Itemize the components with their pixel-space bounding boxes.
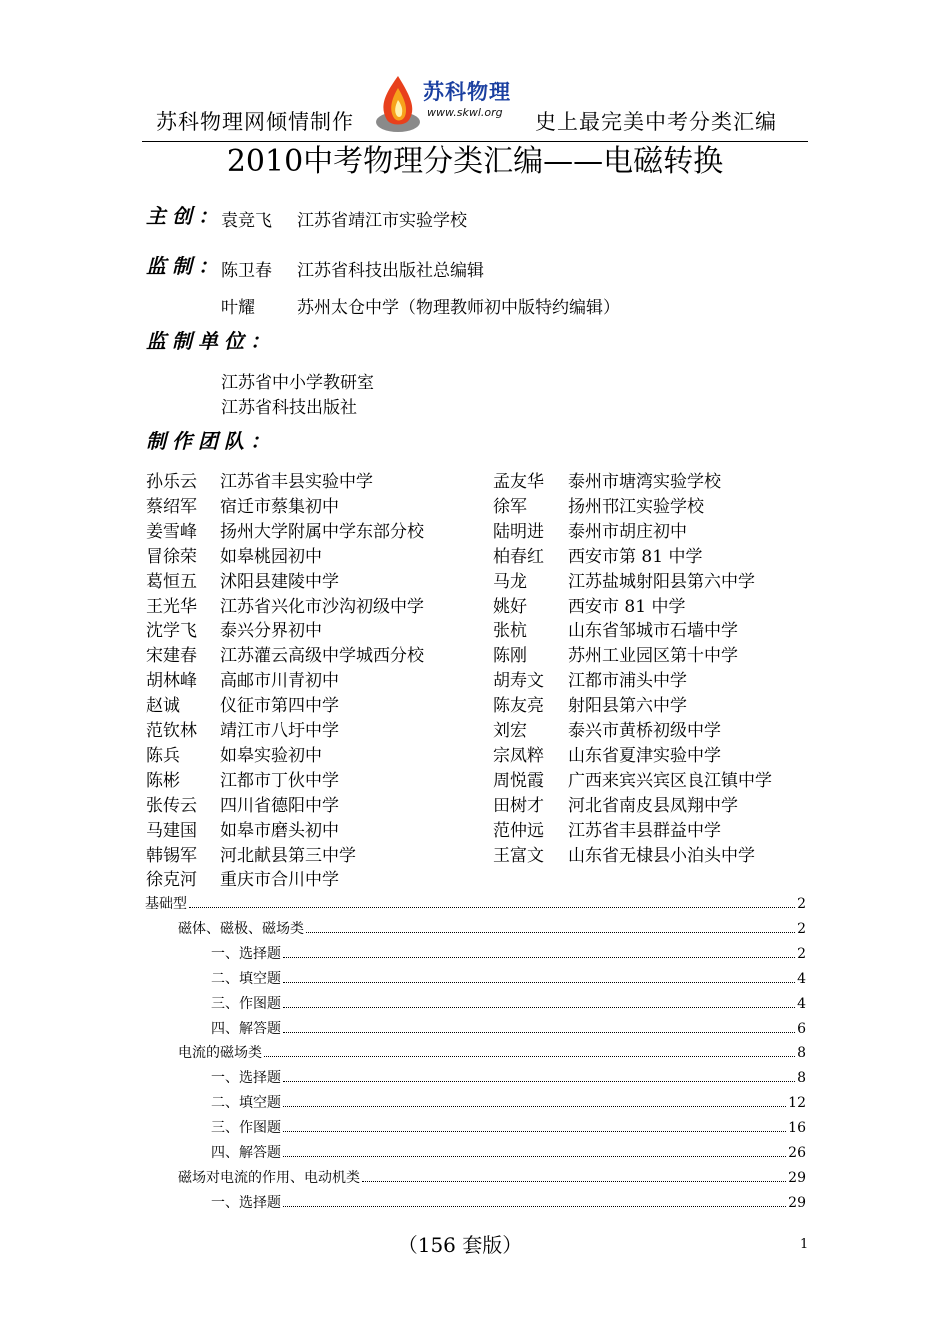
- team-member-school: 扬州大学附属中学东部分校: [220, 521, 424, 542]
- team-member-school: 如皋市磨头初中: [220, 820, 339, 841]
- team-member-school: 沭阳县建陵中学: [220, 571, 339, 592]
- team-member-name: 张杭: [493, 621, 527, 642]
- jianzhi-unit: 江苏省科技出版社: [221, 398, 357, 418]
- team-member-school: 泰兴分界初中: [220, 621, 322, 642]
- toc-entry[interactable]: [211, 1018, 806, 1038]
- jianzhi-units-label: 监制单位：: [146, 329, 276, 353]
- zhuchuang-name: 袁竞飞: [221, 211, 272, 231]
- toc-leader-dots: [283, 1119, 786, 1132]
- toc-leader-dots: [362, 1169, 786, 1182]
- team-member-name: 徐军: [493, 496, 527, 517]
- team-member-name: 张传云: [146, 795, 197, 816]
- team-member-school: 山东省夏津实验中学: [568, 745, 721, 766]
- team-member-name: 柏春红: [493, 546, 544, 567]
- jianzhi-person-org: 江苏省科技出版社总编辑: [297, 261, 484, 281]
- toc-entry-label: 一、选择题: [211, 945, 281, 962]
- toc-entry[interactable]: [211, 1117, 806, 1137]
- team-member-name: 周悦霞: [493, 770, 544, 791]
- toc-entry[interactable]: [178, 918, 806, 938]
- team-member-school: 河北献县第三中学: [220, 845, 356, 866]
- team-member-school: 靖江市八圩中学: [220, 721, 339, 741]
- team-member-name: 陆明进: [493, 521, 544, 542]
- toc-entry-page: 4: [797, 995, 806, 1012]
- team-member-school: 江苏灌云高级中学城西分校: [220, 646, 424, 667]
- team-member-name: 田树才: [493, 795, 544, 816]
- logo-title: 苏科物理: [423, 80, 511, 104]
- jianzhi-person-name: 叶耀: [221, 298, 255, 318]
- toc-entry-label: 一、选择题: [211, 1070, 281, 1087]
- toc-entry-label: 四、解答题: [211, 1145, 281, 1161]
- team-member-school: 泰兴市黄桥初级中学: [568, 721, 721, 741]
- team-member-name: 姚好: [493, 596, 527, 617]
- toc-entry-page: 2: [797, 920, 806, 937]
- team-member-name: 范仲远: [493, 820, 544, 841]
- team-member-name: 王富文: [493, 845, 544, 866]
- toc-entry-label: 磁场对电流的作用、电动机类: [178, 1169, 360, 1186]
- team-member-name: 马建国: [146, 820, 197, 841]
- toc-leader-dots: [283, 1069, 795, 1082]
- site-logo: [373, 72, 533, 136]
- page-number: 1: [800, 1237, 809, 1252]
- team-member-name: 胡寿文: [493, 671, 544, 692]
- team-member-school: 江苏盐城射阳县第六中学: [568, 571, 755, 592]
- header-left-text: 苏科物理网倾情制作: [156, 110, 354, 134]
- toc-entry-label: 基础型: [145, 896, 187, 912]
- toc-entry[interactable]: [145, 893, 806, 913]
- team-member-name: 陈刚: [493, 646, 527, 667]
- team-member-name: 王光华: [146, 596, 197, 617]
- team-member-school: 重庆市合川中学: [220, 870, 339, 891]
- team-member-name: 葛恒五: [146, 571, 197, 592]
- team-member-school: 如皋桃园初中: [220, 546, 322, 567]
- team-member-school: 江都市丁伙中学: [220, 770, 339, 791]
- team-member-school: 河北省南皮县凤翔中学: [568, 795, 738, 816]
- team-member-name: 宗凤粹: [493, 745, 544, 766]
- team-member-name: 宋建春: [146, 646, 197, 667]
- toc-entry[interactable]: [178, 1167, 806, 1187]
- toc-entry-label: 四、解答题: [211, 1020, 281, 1037]
- toc-entry-page: 26: [788, 1145, 806, 1161]
- team-member-name: 范钦林: [146, 721, 197, 741]
- header-right-text: 史上最完美中考分类汇编: [535, 110, 777, 134]
- toc-entry-page: 12: [788, 1095, 806, 1112]
- toc-entry-label: 一、选择题: [211, 1194, 281, 1211]
- team-member-school: 泰州市塘湾实验学校: [568, 472, 721, 492]
- toc-entry-label: 三、作图题: [211, 995, 281, 1012]
- edition-label: （156 套版）: [397, 1233, 523, 1257]
- team-member-name: 赵诚: [146, 696, 180, 717]
- toc-entry-page: 2: [797, 945, 806, 962]
- toc-entry[interactable]: [178, 1042, 806, 1062]
- toc-entry-page: 29: [788, 1169, 806, 1186]
- team-member-school: 仪征市第四中学: [220, 696, 339, 717]
- team-member-name: 蔡绍军: [146, 496, 197, 517]
- team-member-school: 江都市浦头中学: [568, 671, 687, 692]
- zhuchuang-label: 主创：: [146, 204, 224, 228]
- toc-leader-dots: [283, 1194, 786, 1207]
- toc-entry[interactable]: [211, 943, 806, 963]
- jianzhi-unit: 江苏省中小学教研室: [221, 373, 374, 393]
- toc-entry-label: 电流的磁场类: [178, 1045, 262, 1062]
- team-member-school: 四川省德阳中学: [220, 795, 339, 816]
- team-member-school: 射阳县第六中学: [568, 696, 687, 717]
- toc-entry[interactable]: [211, 993, 806, 1013]
- toc-entry-label: 二、填空题: [211, 1095, 281, 1112]
- toc-entry-page: 16: [788, 1120, 806, 1137]
- team-member-school: 高邮市川青初中: [220, 671, 339, 692]
- toc-entry-label: 三、作图题: [211, 1120, 281, 1137]
- toc-leader-dots: [264, 1044, 795, 1057]
- toc-leader-dots: [283, 1144, 786, 1157]
- zhuchuang-org: 江苏省靖江市实验学校: [297, 211, 467, 231]
- team-member-name: 韩锡军: [146, 845, 197, 866]
- toc-entry-page: 8: [797, 1045, 806, 1062]
- toc-leader-dots: [283, 995, 795, 1008]
- toc-entry[interactable]: [211, 968, 806, 988]
- toc-entry[interactable]: [211, 1192, 806, 1212]
- team-member-name: 孙乐云: [146, 472, 197, 492]
- team-member-name: 陈彬: [146, 770, 180, 791]
- toc-leader-dots: [189, 895, 795, 908]
- toc-leader-dots: [283, 945, 795, 958]
- team-member-school: 广西来宾兴宾区良江镇中学: [568, 770, 772, 791]
- team-member-school: 西安市第 81 中学: [568, 546, 703, 567]
- logo-url: www.skwl.org: [427, 106, 503, 119]
- team-member-school: 西安市 81 中学: [568, 596, 686, 617]
- team-member-school: 如皋实验初中: [220, 745, 322, 766]
- toc-leader-dots: [283, 1094, 786, 1107]
- team-member-school: 江苏省丰县实验中学: [220, 472, 373, 492]
- toc-entry-label: 二、填空题: [211, 970, 281, 987]
- team-member-name: 孟友华: [493, 472, 544, 492]
- toc-entry[interactable]: [211, 1092, 806, 1112]
- team-member-school: 江苏省兴化市沙沟初级中学: [220, 596, 424, 617]
- team-member-school: 泰州市胡庄初中: [568, 521, 687, 542]
- team-member-name: 姜雪峰: [146, 521, 197, 542]
- team-member-name: 胡林峰: [146, 671, 197, 692]
- toc-leader-dots: [283, 1020, 795, 1033]
- toc-entry-page: 29: [788, 1194, 806, 1211]
- team-label: 制作团队：: [146, 429, 276, 453]
- jianzhi-person-org: 苏州太仓中学（物理教师初中版特约编辑）: [297, 298, 620, 318]
- toc-leader-dots: [306, 920, 795, 933]
- team-member-school: 宿迁市蔡集初中: [220, 496, 339, 517]
- toc-entry-page: 4: [797, 970, 806, 987]
- jianzhi-person-name: 陈卫春: [221, 261, 272, 281]
- toc-entry-page: 2: [797, 896, 806, 912]
- team-member-school: 山东省无棣县小泊头中学: [568, 845, 755, 866]
- team-member-name: 刘宏: [493, 721, 527, 741]
- team-member-name: 徐克河: [146, 870, 197, 891]
- toc-entry-page: 8: [797, 1070, 806, 1087]
- document-title: 2010中考物理分类汇编——电磁转换: [226, 144, 724, 179]
- team-member-school: 山东省邹城市石墙中学: [568, 621, 738, 642]
- team-member-school: 扬州邗江实验学校: [568, 496, 704, 517]
- team-member-name: 沈学飞: [146, 621, 197, 642]
- jianzhi-label: 监制：: [146, 254, 224, 278]
- team-member-school: 苏州工业园区第十中学: [568, 646, 738, 667]
- flame-logo-icon: [373, 72, 423, 136]
- toc-entry[interactable]: [211, 1142, 806, 1162]
- team-member-name: 陈兵: [146, 745, 180, 766]
- toc-entry[interactable]: [211, 1067, 806, 1087]
- toc-leader-dots: [283, 970, 795, 983]
- team-member-name: 陈友亮: [493, 696, 544, 717]
- team-member-school: 江苏省丰县群益中学: [568, 820, 721, 841]
- toc-entry-page: 6: [797, 1020, 806, 1037]
- toc-entry-label: 磁体、磁极、磁场类: [178, 920, 304, 937]
- team-member-name: 冒徐荣: [146, 546, 197, 567]
- team-member-name: 马龙: [493, 571, 527, 592]
